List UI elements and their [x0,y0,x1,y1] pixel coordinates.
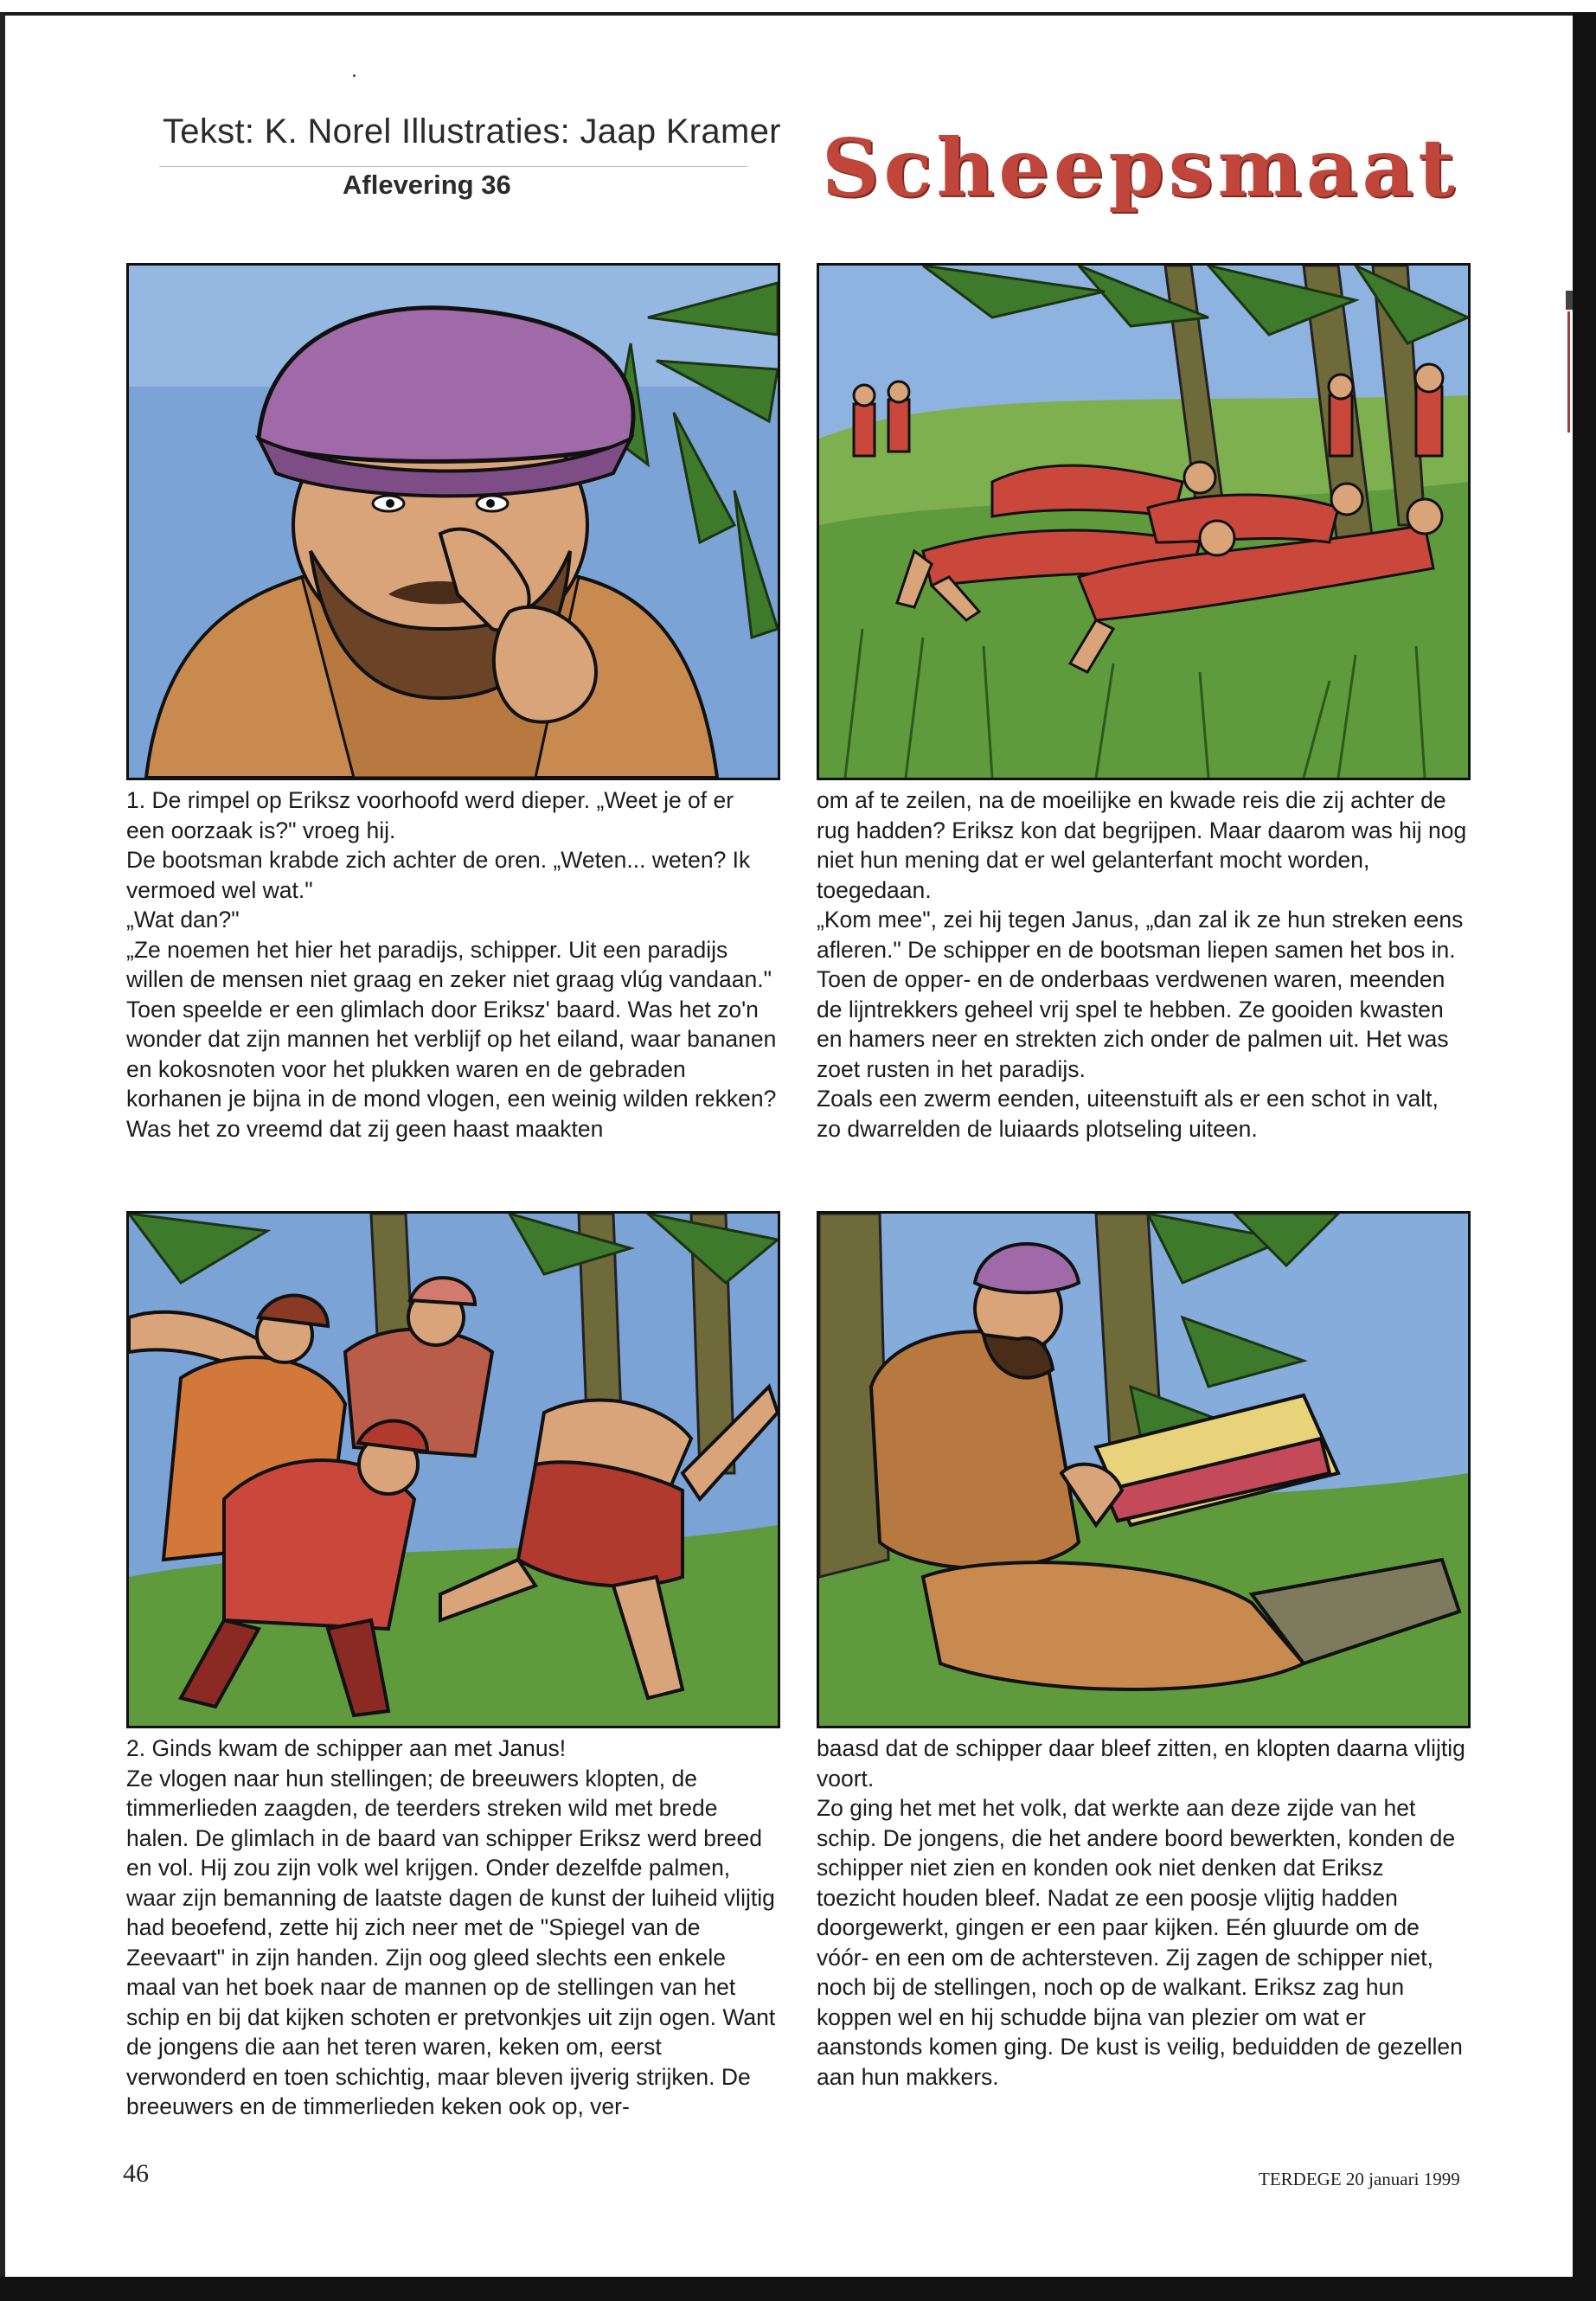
story-title: Scheepsmaat [822,121,1459,215]
scan-border-bottom [0,2277,1596,2301]
text-column-2 [817,785,1467,1144]
resting-sailors-illustration [819,266,1468,778]
paragraph: Toen de opper- en de onderbaas verdwenen waren, meenden de lijntrekkers geheel vrij spel te hebben. Ze gooiden kwasten en hamers neer en strekten zich onder de palmen uit. Het was zoet rusten in het paradijs. [817,966,1449,1082]
text-column-3 [126,1734,777,2122]
credits-divider [159,166,747,167]
paragraph: 2. Ginds kwam de schipper aan met Janus! [126,1735,567,1761]
paragraph: Toen speelde er een glimlach door Eriksz' baard. Was het zo'n wonder dat zijn mannen het verblijf op het eiland, waar bananen en kokosnoten voor het plukken waren en de gebraden korhanen je bijna in de mond vlogen, een weinig wilden rekken? Was het zo vreemd dat zij geen haast maakten [126,996,777,1142]
paragraph: om af te zeilen, na de moeilijke en kwade reis die zij achter de rug hadden? Eriksz kon dat begrijpen. Maar daarom was hij nog niet hun mening dat er wel gelanterfant mocht worden, toegedaan. [817,787,1467,903]
paragraph: De bootsman krabde zich achter de oren. „Weten... weten? Ik vermoed wel wat." [126,847,751,903]
paragraph: Ze vlogen naar hun stellingen; de breeuwers klopten, de timmerlieden zaagden, de teerders streken wild met brede halen. De glimlach in de baard van schipper Eriksz werd breed en vol. Hij zou zijn volk wel krijgen. Onder dezelfde palmen, waar zijn bemanning de laatste dagen de kunst der luiheid vlijtig had beoefend, zette hij zich neer met de "Spiegel van de Zeevaart" in zijn handen. Zijn oog gleed slechts een enkele maal van het boek naar de mannen op de stellingen van het schip en bij dat kijken schoten er pretvonkjes uit zijn ogen. Want de jongens die aan het teren waren, keken om, eerst verwonderd en toen schichtig, maar bleven ijverig strijken. De breeuwers en de timmerlieden keken ook op, ver- [126,1765,776,2119]
paragraph: Zo ging het met het volk, dat werkte aan deze zijde van het schip. De jongens, die het andere boord bewerkten, konden de schipper niet zien en konden ook niet denken dat Eriksz toezicht houden bleef. Nadat ze een poosje vlijtig hadden doorgewerkt, gingen er een paar kijken. Eén gluurde om de vóór- en een om de achtersteven. Zij zagen de schipper niet, noch bij de stellingen, noch op de walkant. Eriksz zag hun koppen wel en hij schudde bijna van plezier om wat er aanstonds komen ging. De kust is veilig, beduidden de gezellen aan hun makkers. [817,1795,1463,2090]
scan-speck [353,74,356,77]
comic-panel-3 [126,1211,780,1728]
paragraph: „Wat dan?" [126,907,240,933]
scan-border-left [0,12,5,2301]
comic-panel-4 [817,1211,1471,1728]
skipper-reading-illustration [819,1214,1468,1726]
comic-panel-2 [817,263,1471,780]
running-sailors-illustration [129,1214,778,1726]
paragraph: Zoals een zwerm eenden, uiteenstuift als er een schot in valt, zo dwarrelden de luiaards plotseling uiteen. [817,1086,1439,1142]
comic-panel-1 [126,263,780,780]
text-column-1 [126,785,777,1144]
paragraph: „Kom mee", zei hij tegen Janus, „dan zal ik ze hun streken eens afleren." De schipper en de bootsman liepen samen het bos in. [817,907,1464,963]
publication-footer: TERDEGE 20 januari 1999 [1259,2169,1460,2189]
episode-label: Aflevering 36 [343,170,511,200]
credits-line: Tekst: K. Norel Illustraties: Jaap Kramer [163,112,781,151]
scan-border-top [0,12,1596,16]
skipper-closeup-illustration [129,266,778,778]
margin-mark [1566,291,1573,310]
scan-border-right [1573,12,1596,2301]
paragraph: „Ze noemen het hier het paradijs, schipper. Uit een paradijs willen de mensen niet graag en zeker niet graag vlúg vandaan." [126,936,772,992]
paragraph: 1. De rimpel op Eriksz voorhoofd werd dieper. „Weet je of er een oorzaak is?" vroeg hij. [126,787,734,843]
page-number: 46 [123,2159,149,2188]
text-column-4 [817,1734,1467,2092]
paragraph: baasd dat de schipper daar bleef zitten, en klopten daarna vlijtig voort. [817,1735,1465,1791]
margin-line [1567,311,1570,433]
